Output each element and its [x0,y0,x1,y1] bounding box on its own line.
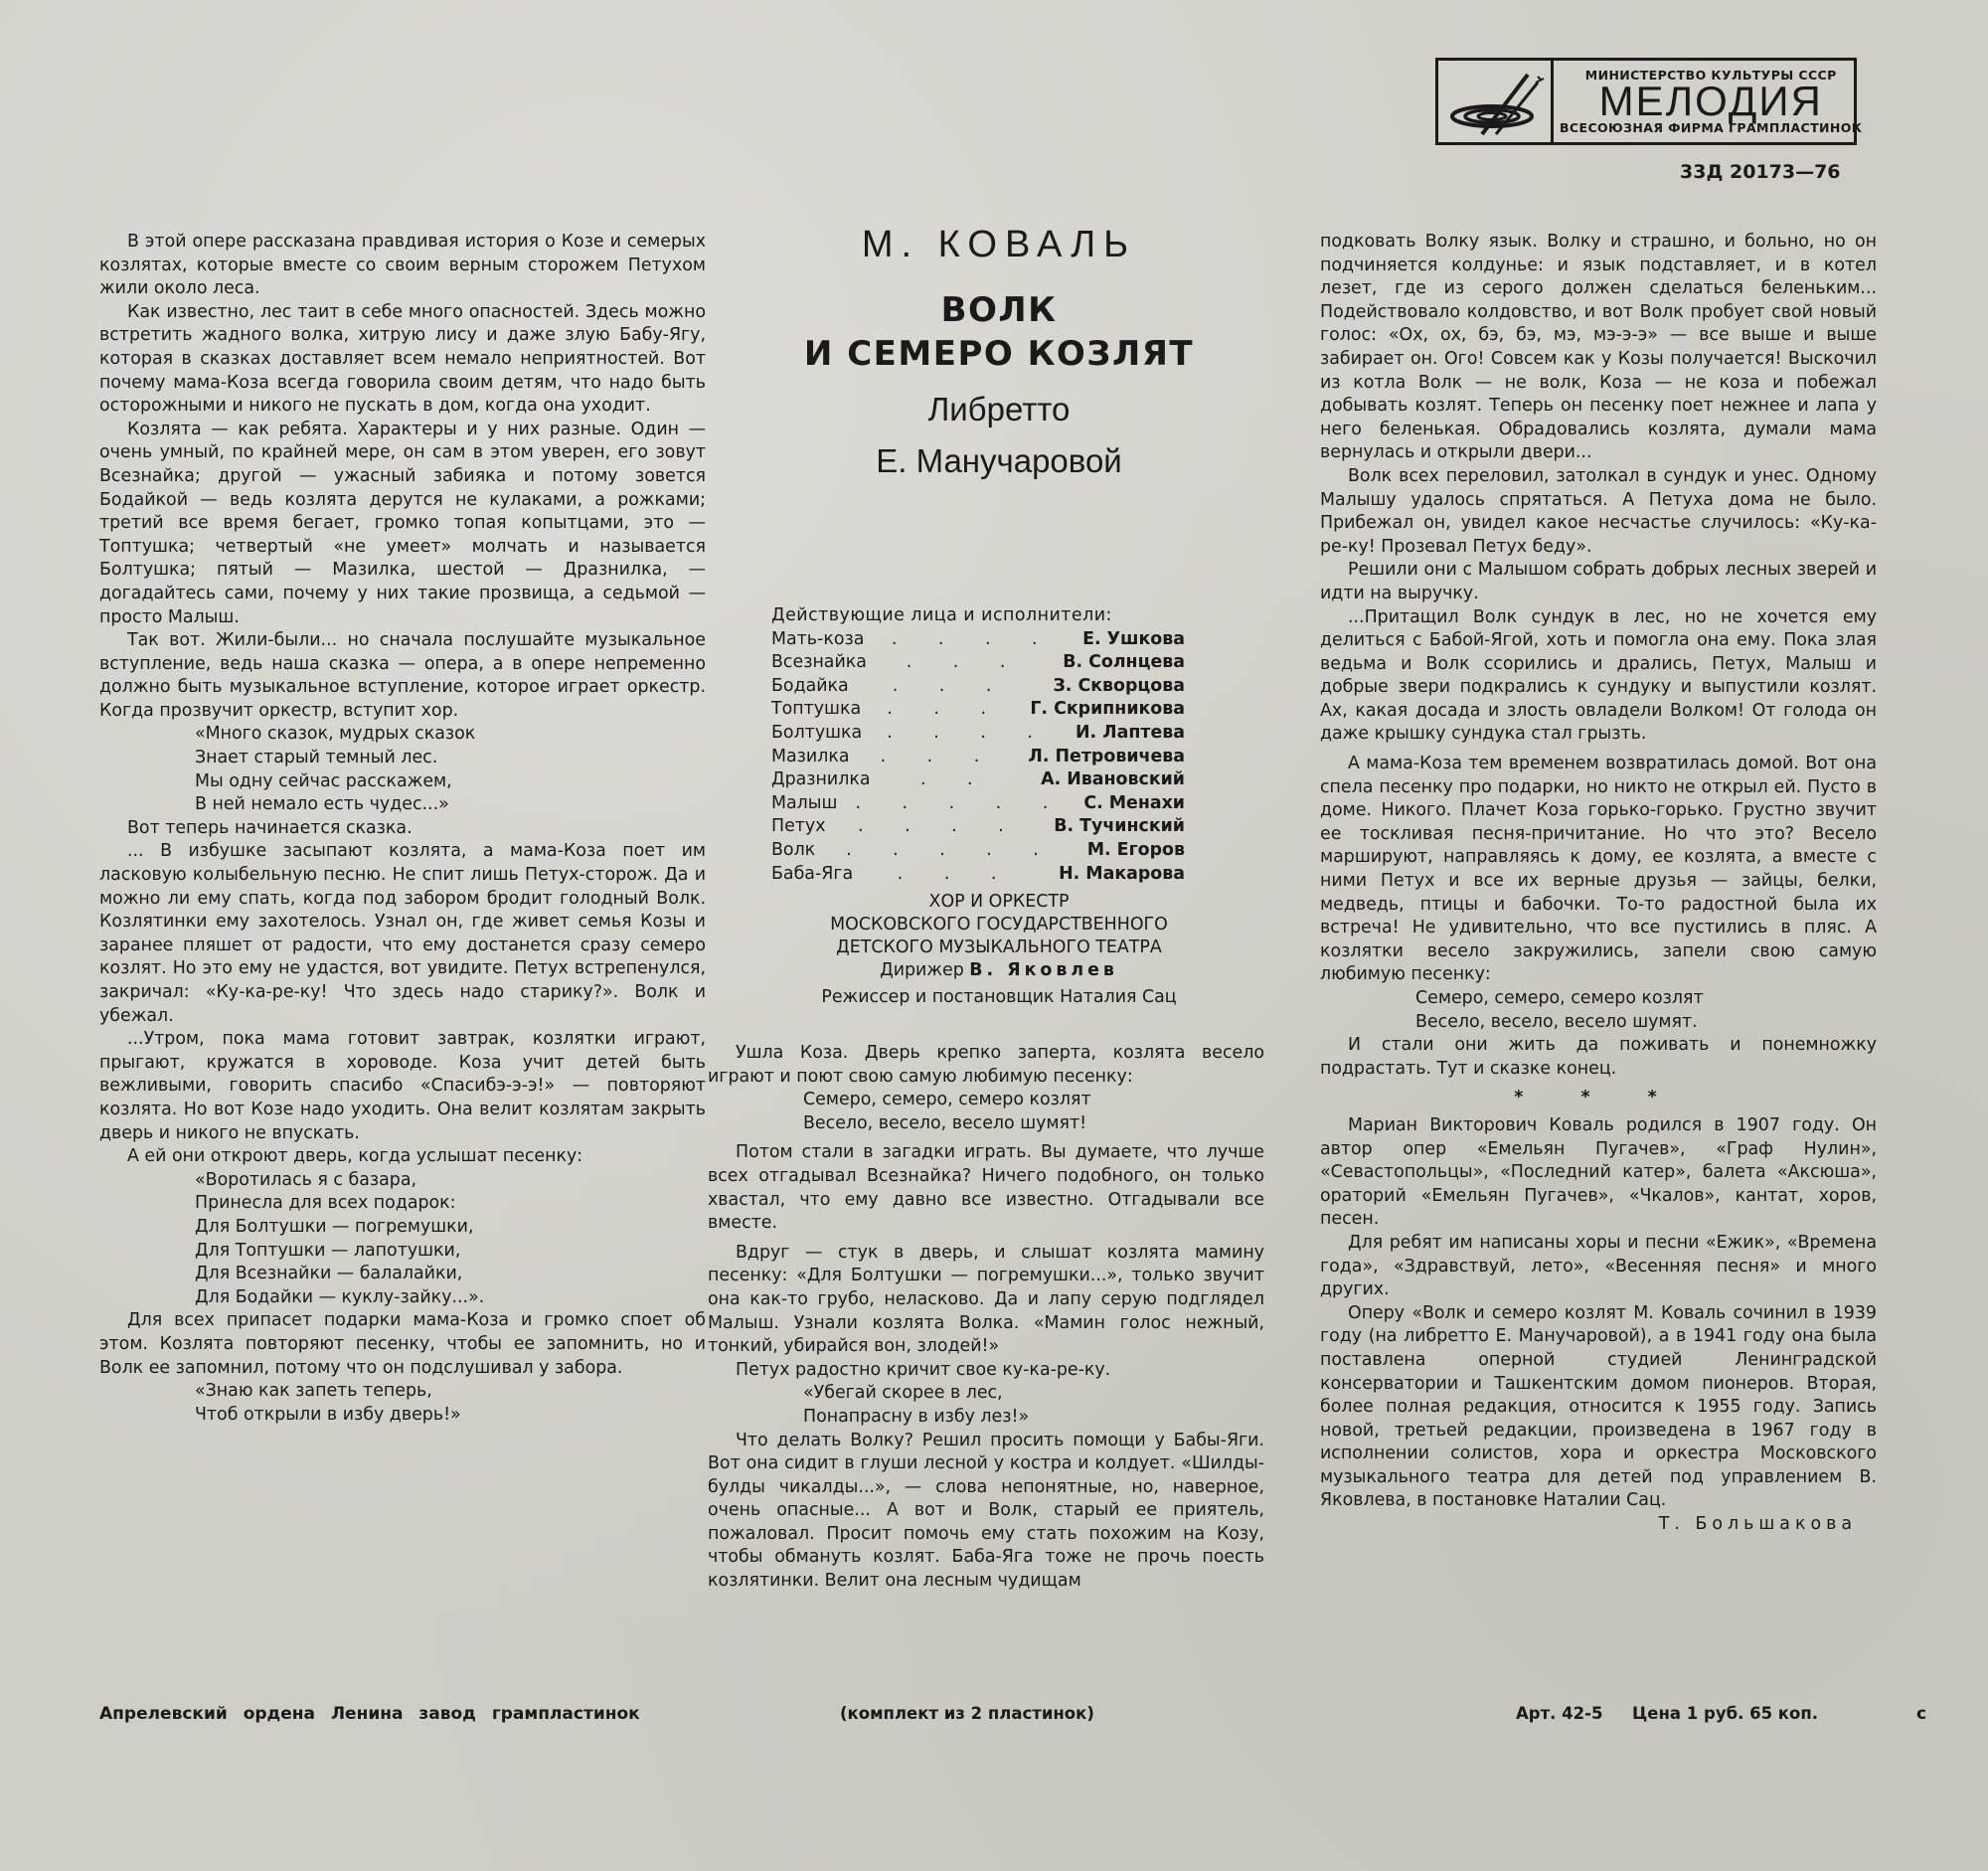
section-separator: * * * [1514,1088,1683,1108]
conductor-name: В. Яковлев [969,960,1118,980]
paragraph: Для ребят им написаны хоры и песни «Ежик», «Времена года», «Здравствуй, лето», «Весенняя песня» и много других. [1320,1232,1877,1300]
paragraph: Козлята — как ребята. Характеры и у них разные. Один — очень умный, по крайней мере, он сам в этом уверен, его зовут Всезнайка; другой — ужасный забияка и потому зовется Бодайкой — ведь козлята дерутся не кулаками, а рожками; третий все время бегает, громко топая копытцами, это — Топтушка; четвертый «не умеет» молчать и называется Болтушка; пятый — Мазилка, шестой — Дразнилка, — догадайтесь сами, почему у них такие прозвища, а седьмой — просто Малыш. [99,419,706,627]
librettist-name: Е. Манучаровой [876,442,1122,479]
verse-line: «Убегай скорее в лес, [803,1383,1003,1404]
leader-dots: . . . [892,675,1010,696]
performer: И. Лаптева [1075,722,1185,743]
role: Бодайка [771,675,849,696]
cast-row [771,746,1185,769]
verse-line: Чтоб открыли в избу дверь!» [195,1404,461,1425]
paragraph: Как известно, лес таит в себе много опасностей. Здесь можно встретить жадного волка, хитрую лису и даже злую Бабу-Ягу, которая в сказках доставляет всем немало неприятностей. Вот почему мама-Коза всегда говорила своим детям, что надо быть осторожными и никого не пускать в дом, когда она уходит. [99,301,706,417]
paragraph: И стали они жить да поживать и понемножку подрастать. Тут и сказке конец. [1320,1035,1877,1079]
ensemble-line: ДЕТСКОГО МУЗЫКАЛЬНОГО ТЕАТРА [836,937,1162,957]
paragraph: Волк всех переловил, затолкал в сундук и унес. Одному Малышу удалось спрятаться. А Петуха дома не было. Прибежал он, увидел какое несчастье случилось: «Ку-ка-ре-ку! Прозевал Петух беду». [1320,465,1877,557]
role: Малыш [771,792,838,813]
role: Мать-коза [771,628,865,649]
leader-dots: . . . . . [846,839,1057,860]
verse [99,1169,706,1310]
cast-row [771,722,1185,746]
verse-line: Для Болтушки — погремушки, [195,1216,474,1237]
paragraph: Решили они с Малышом собрать добрых лесных зверей и идти на выручку. [1320,560,1877,603]
paragraph: ...Утром, пока мама готовит завтрак, козлятки играют, прыгают, кружатся в хороводе. Коза учит детей быть вежливыми, говорить спасибо «Спасибэ-э-э!» — повторяют козлята. Но вот Козе надо уходить. Она велит козлятам закрыть дверь и никого не впускать. [99,1029,706,1143]
performer: В. Солнцева [1063,652,1185,673]
leader-dots: . . . . [891,628,1056,649]
paragraph: Вот теперь начинается сказка. [127,817,413,838]
role: Дразнилка [771,769,871,790]
paragraph: Ушла Коза. Дверь крепко заперта, козлята весело играют и поют свою самую любимую песенку: [708,1043,1264,1087]
author-signature: Т. Большакова [1658,1514,1857,1535]
verse [708,1382,1264,1429]
paragraph: Для всех припасет подарки мама-Коза и громко споет об этом. Козлята повторяют песенку, чтобы ее запомнить, но и Волк ее запомнил, потому что он подслушивал у забора. [99,1310,706,1378]
verse [99,1380,706,1427]
role: Болтушка [771,722,863,743]
melodiya-logo-icon [1438,61,1554,142]
verse-line: В ней немало есть чудес...» [195,794,449,815]
cast-row [771,698,1185,722]
verse-line: Мы одну сейчас расскажем, [195,770,452,791]
leader-dots: . . . [906,652,1024,673]
performer: С. Менахи [1083,792,1185,813]
performer: З. Скворцова [1053,675,1185,696]
cast-row [771,815,1185,839]
catalog-number: 33Д 20173—76 [1680,161,1841,183]
price: Цена 1 руб. 65 коп. [1632,1704,1819,1723]
conductor-credit [736,959,1262,982]
ensemble-line: ХОР И ОРКЕСТР [928,892,1070,912]
manufacturer-note: Апрелевский ордена Ленина завод грампластинок [99,1704,640,1724]
verse-line: «Знаю как запеть теперь, [195,1381,432,1402]
role: Топтушка [771,699,862,720]
verse-line: Весело, весело, весело шумят! [803,1112,1087,1133]
verse-line: «Много сказок, мудрых сказок [195,724,476,745]
right-column [1320,231,1877,1537]
paragraph: Потом стали в загадки играть. Вы думаете, что лучше всех отгадывал Всезнайка? Ничего подобного, он только хвастал, что ему давно все известно. Отгадывали все вместе. [708,1142,1264,1234]
role: Волк [771,839,816,860]
role: Мазилка [771,746,850,766]
paragraph: ...Притащил Волк сундук в лес, но не хочется ему делиться с Бабой-Ягой, хоть и помогла она ему. Пока злая ведьма и Волк ссорились и дрались, Петух, Малыш и добрые звери подкрались к сундуку и выпустили козлят. Ах, какая досада и злость овладели Волком! От голода он даже крышку сундука стал грызть. [1320,606,1877,745]
paragraph: Что делать Волку? Решил просить помощи у Бабы-Яги. Вот она сидит в глуши лесной у костра и колдует. «Шилды-булды чикалды...», — слова непонятные, но, наверное, очень опасные... А вот и Волк, старый ее приятель, пожаловал. Просит помочь ему стать похожим на Козу, чтобы обмануть козлят. Баба-Яга тоже не прочь поесть козлятинки. Велит она лесным чудищам [708,1430,1264,1592]
leader-dots: . . . [887,699,1005,720]
performer: М. Егоров [1086,839,1185,860]
leader-dots: . . [920,769,991,790]
paragraph: Мариан Викторович Коваль родился в 1907 году. Он автор опер «Емельян Пугачев», «Граф Нулин», «Севастопольцы», «Последний катер», балета «Аксюша», ораторий «Емельян Пугачев», «Чкалов», кантат, хоров, песен. [1320,1114,1877,1230]
paragraph: Петух радостно кричит свое ку-ка-ре-ку. [736,1359,1111,1380]
role: Петух [771,816,826,837]
role: Всезнайка [771,652,867,673]
cast-list [771,604,1185,886]
performer: Г. Скрипникова [1030,699,1185,720]
paragraph: Так вот. Жили-были... но сначала послушайте музыкальное вступление, ведь наша сказка — опера, а в опере непременно должно быть музыкальное вступление, которое играет оркестр. Когда прозвучит оркестр, вступит хор. [99,630,706,721]
paragraph: ... В избушке засыпают козлята, а мама-Коза поет им ласковую колыбельную песню. Не спит лишь Петух-сторож. Да и можно ли ему спать, когда под забором бродит голодный Волк. Козлятинки ему захотелось. Узнал он, где живет семья Козы и заранее пляшет от радости, что ему достанется сразу семеро козлят. Но это ему не удастся, вот увидите. Петух встрепенулся, закричал: «Ку-ка-ре-ку! Что здесь надо старику?». Волк и убежал. [99,841,706,1026]
conductor-label: Дирижер [880,960,964,980]
performer: А. Ивановский [1041,769,1185,790]
print-mark: с [1916,1704,1927,1724]
verse-line: Семеро, семеро, семеро козлят [803,1090,1091,1110]
libretto-label: Либретто [927,391,1071,427]
ensemble-credits [736,891,1262,1009]
leader-dots: . . . [897,863,1015,884]
cast-row [771,839,1185,863]
verse-line: Для Топтушки — лапотушки, [195,1240,461,1261]
leader-dots: . . . [880,746,998,766]
verse [708,1089,1264,1135]
ministry-label: МИНИСТЕРСТВО КУЛЬТУРЫ СССР [1584,68,1837,83]
leader-dots: . . . . [858,816,1022,837]
cast-row [771,651,1185,675]
brand-name: МЕЛОДИЯ [1598,78,1823,124]
director-credit: Режиссер и постановщик Наталия Сац [821,987,1177,1007]
opera-title-line2: И СЕМЕРО КОЗЛЯТ [803,334,1195,374]
paragraph: А ей они откроют дверь, когда услышат песенку: [127,1146,583,1167]
company-label: ВСЕСОЮЗНАЯ ФИРМА ГРАМПЛАСТИНОК [1560,120,1863,135]
ensemble-line: МОСКОВСКОГО ГОСУДАРСТВЕННОГО [830,915,1168,935]
cast-row [771,863,1185,887]
cast-heading: Действующие лица и исполнители: [771,605,1112,625]
verse [1320,987,1877,1034]
verse-line: Принесла для всех подарок: [195,1193,456,1214]
verse-line: Для Бодайки — куклу-зайку...». [195,1286,485,1307]
cast-row [771,628,1185,652]
verse-line: Для Всезнайки — балалайки, [195,1264,463,1284]
role: Баба-Яга [771,863,854,884]
article-number: Арт. 42-5 [1516,1704,1603,1723]
cast-row [771,768,1185,792]
verse-line: Семеро, семеро, семеро козлят [1415,988,1704,1008]
opera-title-line1: ВОЛК [940,290,1058,330]
paragraph: А мама-Коза тем временем возвратилась домой. Вот она спела песенку про подарки, но никто не открыл ей. Пусто в доме. Никого. Плачет Коза горько-горько. Грустно звучит ее тоскливая песня-причитание. Но что это? Весело маршируют, направляясь к дому, ее козлята, а вместе с ними Петух и все их верные друзья — зайцы, белки, медведь, птицы и бабочки. То-то радостной была их встреча! Не удивительно, что все пустились в пляс. А козлятки весело закружились, запели свою самую любимую песенку: [1320,754,1877,985]
verse [99,723,706,816]
cast-row [771,675,1185,699]
verse-line: Понапрасну в избу лез!» [803,1406,1030,1427]
title-block [736,224,1262,487]
paragraph: Вдруг — стук в дверь, и слышат козлята мамину песенку: «Для Болтушки — погремушки...», только звучит она как-то грубо, неласково. Да и лапу серую подглядел Малыш. Узнали козлята Волка. «Мамин голос нежный, тонкий, убирайся вон, злодей!» [708,1242,1264,1357]
melodiya-logo [1435,58,1863,145]
performer: Л. Петровичева [1028,746,1185,766]
cast-row [771,792,1185,816]
performer: В. Тучинский [1054,816,1185,837]
paragraph: подковать Волку язык. Волку и страшно, и больно, но он подчиняется колдунье: и язык подставляет, и в котел лезет, где из серого должен сделаться беленьким... Подействовало колдовство, и вот Волк пробует свой новый голос: «Ох, ох, бэ, бэ, мэ, мэ-э-э» — все выше и выше забирает он. Ого! Совсем как у Козы получается! Выскочил из котла Волк — не волк, Коза — не коза и побежал добывать козлят. Теперь он песенку поет нежнее и лапа у него беленькая. Обрадовались козлята, думали мама вернулась и открыли двери... [1320,232,1877,463]
leader-dots: . . . . . [855,792,1067,813]
performer: Н. Макарова [1059,863,1185,884]
paragraph: В этой опере рассказана правдивая история о Козе и семерых козлятах, которые вместе со своим верным сторожем Петухом жили около леса. [99,232,706,299]
verse-line: Знает старый темный лес. [195,748,438,768]
set-note: (комплект из 2 пластинок) [840,1704,1094,1723]
verse-line: «Воротилась я с базара, [195,1169,417,1190]
leader-dots: . . . . [887,722,1051,743]
composer-name: М. КОВАЛЬ [861,224,1137,265]
paragraph: Оперу «Волк и семеро козлят М. Коваль сочинил в 1939 году (на либретто Е. Манучаровой), а в 1941 году она была поставлена оперной студией Ленинградской консерватории и Ташкентским домом пионеров. Вторая, более полная редакция, относится к 1955 году. Запись новой, третьей редакции, произведена в 1967 году в исполнении солистов, хора и оркестра Московского музыкального театра для детей под управлением В. Яковлева, в постановке Наталии Сац. [1320,1302,1877,1511]
performer: Е. Ушкова [1082,628,1185,649]
left-column [99,231,706,1427]
verse-line: Весело, весело, весело шумят. [1415,1011,1698,1032]
middle-column [708,1042,1264,1594]
